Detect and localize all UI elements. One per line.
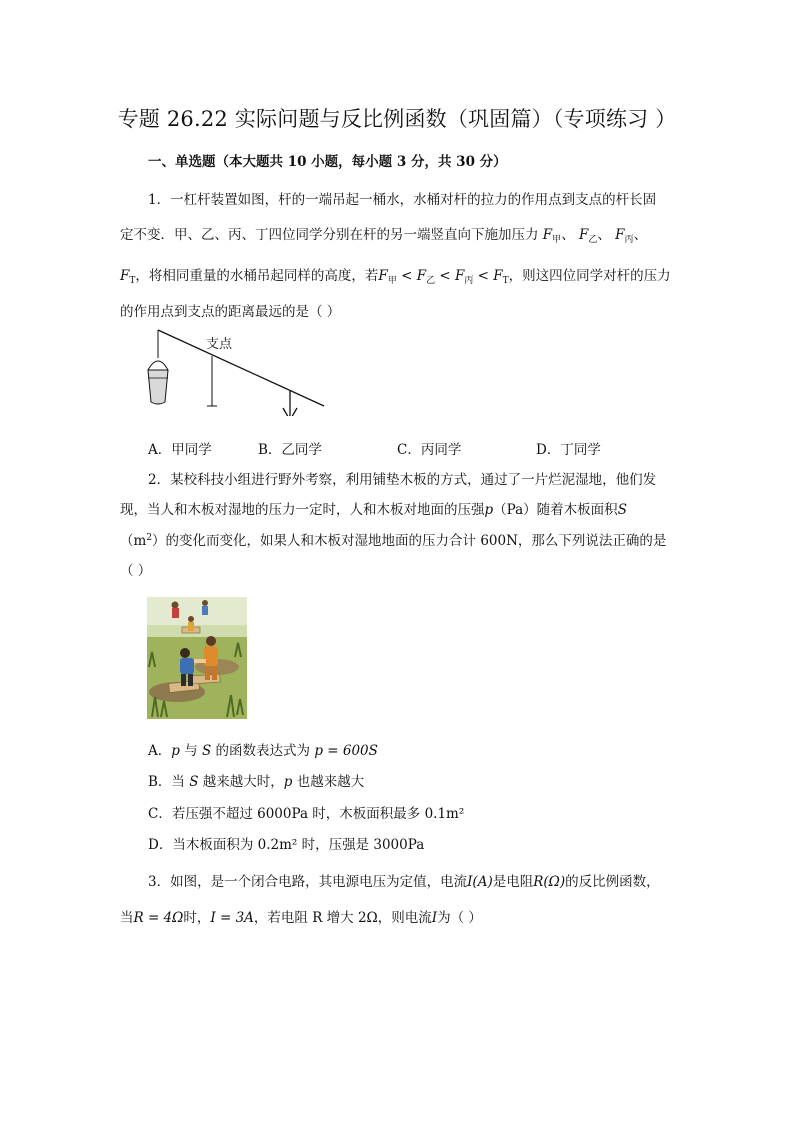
q2-line-3: $(m^2)$的变化而变化，如果人和木板对湿地地面的压力合计 600N，那么下列说法正确的是 [120,533,667,549]
q2-line-1: 2．某校科技小组进行野外考察，利用铺垫木板的方式，通过了一片烂泥湿地，他们发 [148,472,657,488]
q1-line-1: 1．一杠杆装置如图，杆的一端吊起一桶水，水桶对杆的拉力的作用点到支点的杆长固 [148,192,657,208]
force-yi: $F_乙$ [578,227,598,245]
bucket [148,370,168,404]
q3-line-1: 3．如图，是一个闭合电路，其电源电压为定值，电流I(A)是电阻R(Ω)的反比例函数， [148,874,660,890]
page-title: 专题 26.22 实际问题与反比例函数（巩固篇）（专项练习 ） [117,107,677,131]
q2-option-d: D．当木板面积为 0.2m² 时，压强是 3000Pa [148,837,425,853]
q1-line-3: $F_T$，将相同重量的水桶吊起同样的高度，若$F_甲 < F_乙 < F_丙 < F_T$，则这四位同学对杆的压力 [120,268,671,286]
q1-option-c: C．丙同学 [397,442,462,458]
wetland-illustration [147,597,247,719]
q2-option-b: B．当 S 越来越大时，p 也越来越大 [148,774,365,790]
lever-diagram [140,326,330,416]
force-bing: $F_丙$ [615,227,634,245]
q1-line-2: 定不变．甲、乙、丙、丁四位同学分别在杆的另一端竖直向下施加压力 $F_甲$、 $F_乙$、 $F_丙$、 [120,227,648,245]
force-ding: $F_T$ [120,268,136,286]
q1-option-b: B．乙同学 [258,442,322,458]
q3-line-2: 当R = 4Ω时，I = 3A，若电阻 R 增大 2Ω，则电流I为（ ） [120,910,482,926]
lever-bar [158,330,324,406]
q1-line-4: 的作用点到支点的距离最远的是（ ） [120,304,341,320]
force-jia: $F_甲$ [542,227,562,245]
q2-option-a: A．p 与 S 的函数表达式为 p = 600S [148,743,378,759]
bucket-handle [148,361,168,370]
q1-option-a: A．甲同学 [148,442,212,458]
q2-option-c: C．若压强不超过 6000Pa 时，木板面积最多 0.1m² [148,806,465,822]
q2-line-4: （ ） [120,563,152,579]
section-heading: 一、单选题（本大题共 10 小题，每小题 3 分，共 30 分） [148,154,507,170]
q2-line-2: 现，当人和木板对湿地的压力一定时，人和木板对地面的压强p（Pa）随着木板面积S [120,502,627,518]
fulcrum-label: 支点 [206,337,233,352]
q1-option-d: D．丁同学 [536,442,601,458]
